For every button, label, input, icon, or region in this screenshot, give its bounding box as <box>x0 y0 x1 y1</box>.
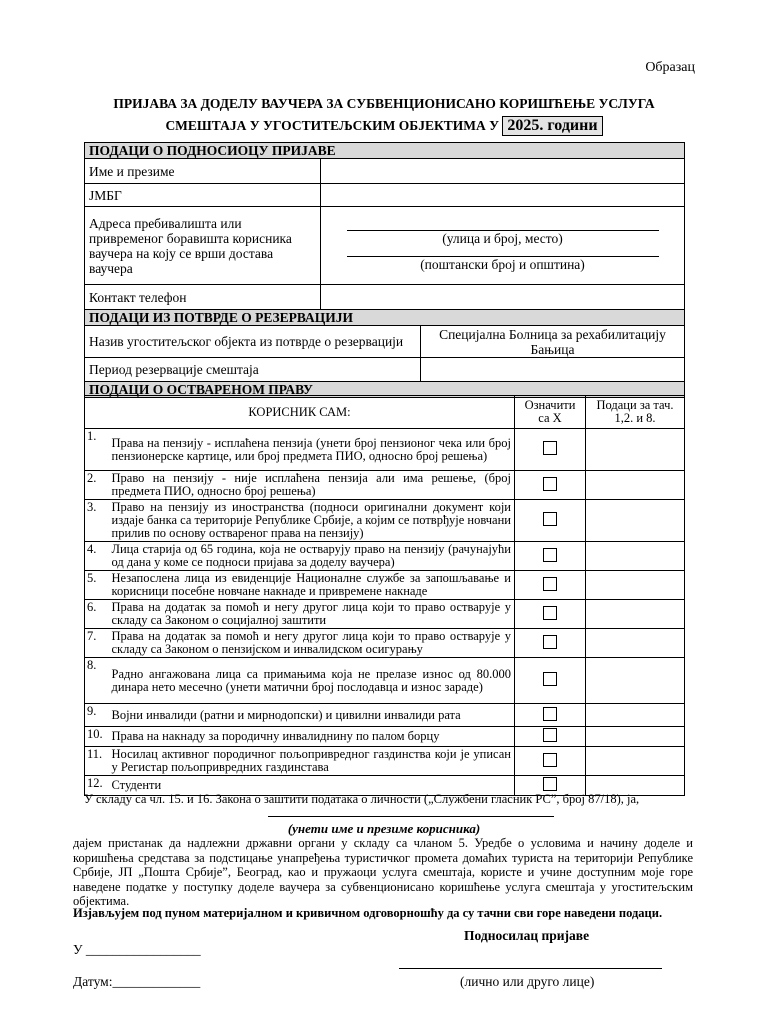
consent-name-line[interactable] <box>268 816 554 817</box>
row-number: 2. <box>85 471 110 500</box>
row-checkbox-cell <box>515 429 586 471</box>
row-text: Права на додатак за помоћ и негу другог лица који то право остварује у складу са Законом о пензијском и инвалидском осигурању <box>110 629 515 658</box>
row-text: Права на додатак за помоћ и негу другог лица који то право остварује у складу са Законом о социјалној заштити <box>110 600 515 629</box>
checkbox[interactable] <box>543 477 557 491</box>
checkbox[interactable] <box>543 728 557 742</box>
jmbg-label: ЈМБГ <box>85 184 321 207</box>
row-data-input[interactable] <box>586 600 685 629</box>
signature-line[interactable] <box>399 968 662 969</box>
phone-label: Контакт телефон <box>85 285 321 310</box>
col-header-data: Подаци за тач. 1,2. и 8. <box>586 396 685 429</box>
period-input[interactable] <box>421 358 685 382</box>
consent-intro: У складу са чл. 15. и 16. Закона о заштити података о личности („Службени гласник РС”, број 87/18), ја, <box>84 792 640 806</box>
table-row <box>85 500 685 542</box>
row-checkbox-cell <box>515 471 586 500</box>
table-row <box>85 629 685 658</box>
row-number: 6. <box>85 600 110 629</box>
row-number: 9. <box>85 704 110 727</box>
row-data-input[interactable] <box>586 429 685 471</box>
address-caption-2: (поштански број и општина) <box>420 256 585 272</box>
table-row <box>85 429 685 471</box>
form-title <box>0 93 768 137</box>
row-data-input[interactable] <box>586 704 685 727</box>
row-text: Носилац активног породичног пољопривредног газдинства који је уписан у Регистар пољопривредних газдинстава <box>110 747 515 776</box>
period-label: Период резервације смештаја <box>85 358 421 382</box>
title-line-2-text: СМЕШТАЈА У УГОСТИТЕЉСКИМ ОБЈЕКТИМА У <box>165 118 500 133</box>
name-caption: (унети име и презиме корисника) <box>287 821 481 836</box>
checkbox[interactable] <box>543 753 557 767</box>
checkbox[interactable] <box>543 635 557 649</box>
row-data-input[interactable] <box>586 571 685 600</box>
address-line-1 <box>347 220 659 231</box>
row-text: Право на пензију из иностранства (подноси оригинални документ који издаје банка са територије Републике Србије, а којим се потврђује новчани прилив по основу оствареног права на пензију) <box>110 500 515 542</box>
address-line-2 <box>347 246 659 257</box>
checkbox[interactable] <box>543 441 557 455</box>
row-text: Војни инвалиди (ратни и мирнодопски) и цивилни инвалиди рата <box>110 704 515 727</box>
object-label: Назив угоститељског објекта из потврде о резервацији <box>85 326 421 358</box>
place-field[interactable]: У _________________ <box>73 942 201 957</box>
row-text: Права на пензију - исплаћена пензија (унети број пензионог чека или број пензионерске картице, или број предмета ПИО, односно број решења) <box>110 429 515 471</box>
row-number: 1. <box>85 429 110 471</box>
address-caption-1: (улица и број, место) <box>442 230 563 246</box>
table-row <box>85 727 685 747</box>
address-label: Адреса пребивалишта или привременог боравишта корисника ваучера на коју се врши достава ваучера <box>85 207 321 285</box>
row-number: 5. <box>85 571 110 600</box>
table-row <box>85 471 685 500</box>
row-data-input[interactable] <box>586 658 685 704</box>
row-text: Радно ангажована лица са примањима која не прелазе износ од 80.000 динара нето месечно (унети матични број послодавца и износ зараде) <box>110 658 515 704</box>
row-number: 8. <box>85 658 110 704</box>
year-field[interactable]: 2025. години <box>502 116 602 136</box>
row-data-input[interactable] <box>586 747 685 776</box>
checkbox[interactable] <box>543 672 557 686</box>
checkbox[interactable] <box>543 577 557 591</box>
row-data-input[interactable] <box>586 500 685 542</box>
object-value[interactable]: Специјална Болница за рехабилитацију Бањица <box>421 326 685 358</box>
row-checkbox-cell <box>515 542 586 571</box>
row-number: 12. <box>85 776 110 796</box>
row-checkbox-cell <box>515 658 586 704</box>
name-label: Име и презиме <box>85 159 321 184</box>
row-checkbox-cell <box>515 600 586 629</box>
jmbg-input[interactable] <box>321 184 685 207</box>
row-text: Лица старија од 65 година, која не остварују право на пензију (рачунајући од дана у коме се подноси пријава за доделу ваучера) <box>110 542 515 571</box>
phone-input[interactable] <box>321 285 685 310</box>
row-checkbox-cell <box>515 629 586 658</box>
row-number: 11. <box>85 747 110 776</box>
row-data-input[interactable] <box>586 471 685 500</box>
applicant-label: Подносилац пријаве <box>464 928 590 943</box>
table-row <box>85 600 685 629</box>
row-checkbox-cell <box>515 704 586 727</box>
declaration: Изјављујем под пуном материјалном и кривичном одговорношћу да су тачни сви горе наведени подаци. <box>73 906 663 920</box>
name-input[interactable] <box>321 159 685 184</box>
table-row <box>85 658 685 704</box>
form-label: Образац <box>645 60 695 75</box>
row-number: 7. <box>85 629 110 658</box>
row-data-input[interactable] <box>586 542 685 571</box>
row-text: Студенти <box>110 776 515 796</box>
table-row <box>85 747 685 776</box>
consent-paragraph: дајем пристанак да надлежни државни органи у складу са чланом 5. Уредбе о условима и начину доделе и коришћења средстава за подстицање унапређења туристичког промета домаћих туриста на територији Републике Србије, ЈП „Пошта Србије”, Београд, као и пружаоци услуга смештаја, користе и учине доступним моје горе наведене податке у поступку доделе ваучера за субвенционисано коришћење услуга смештаја у угоститељским објектима. <box>73 836 693 908</box>
signature-caption: (лично или друго лице) <box>460 974 595 989</box>
reservation-section-heading: ПОДАЦИ ИЗ ПОТВРДЕ О РЕЗЕРВАЦИЈИ <box>85 310 685 326</box>
row-checkbox-cell <box>515 727 586 747</box>
row-data-input[interactable] <box>586 727 685 747</box>
rights-section-heading: ПОДАЦИ О ОСТВАРЕНОМ ПРАВУ <box>85 382 685 398</box>
row-number: 10. <box>85 727 110 747</box>
row-number: 3. <box>85 500 110 542</box>
table-row <box>85 542 685 571</box>
table-row <box>85 704 685 727</box>
row-checkbox-cell <box>515 500 586 542</box>
row-number: 4. <box>85 542 110 571</box>
row-data-input[interactable] <box>586 629 685 658</box>
row-text: Права на накнаду за породичну инвалиднину по палом борцу <box>110 727 515 747</box>
rights-table <box>84 395 685 796</box>
checkbox[interactable] <box>543 512 557 526</box>
col-header-mark: Означити са Х <box>515 396 586 429</box>
checkbox[interactable] <box>543 777 557 791</box>
col-header-user: КОРИСНИК САМ: <box>85 396 515 429</box>
address-input[interactable] <box>321 207 685 285</box>
applicant-section-heading: ПОДАЦИ О ПОДНОСИОЦУ ПРИЈАВЕ <box>85 143 685 159</box>
row-checkbox-cell <box>515 571 586 600</box>
title-line-2 <box>0 115 768 137</box>
row-text: Право на пензију - није исплаћена пензија али има решење, (број предмета ПИО, односно број решења) <box>110 471 515 500</box>
checkbox[interactable] <box>543 606 557 620</box>
row-checkbox-cell <box>515 747 586 776</box>
checkbox[interactable] <box>543 707 557 721</box>
row-text: Незапослена лица из евиденције Националне службе за запошљавање и корисници посебне новчане накнаде и привремене накнаде <box>110 571 515 600</box>
date-field[interactable]: Датум:_____________ <box>73 974 201 989</box>
title-line-1: ПРИЈАВА ЗА ДОДЕЛУ ВАУЧЕРА ЗА СУБВЕНЦИОНИСАНО КОРИШЋЕЊЕ УСЛУГА <box>113 96 655 111</box>
applicant-table <box>84 142 685 398</box>
table-row <box>85 571 685 600</box>
checkbox[interactable] <box>543 548 557 562</box>
